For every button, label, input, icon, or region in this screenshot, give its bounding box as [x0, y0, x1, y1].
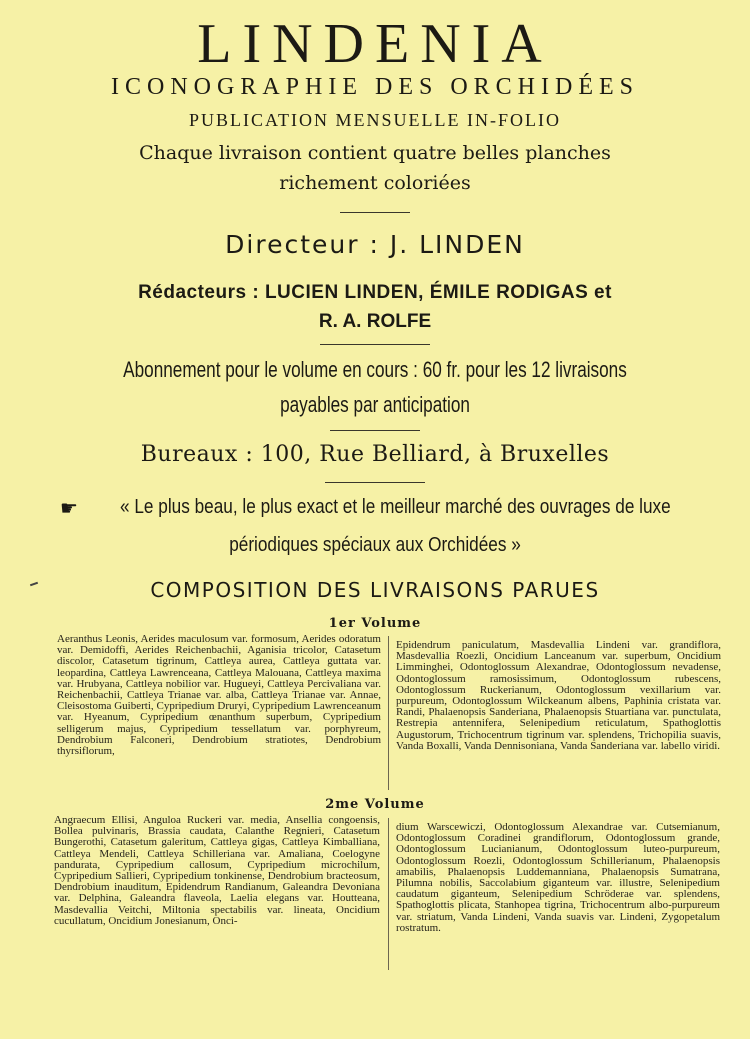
divider-1	[340, 212, 410, 213]
contents-line-1: Chaque livraison contient quatre belles planches	[139, 142, 611, 164]
divider-4	[325, 482, 425, 483]
editors-line-2: R. A. ROLFE	[318, 311, 432, 332]
volume-1-column-rule	[388, 636, 389, 790]
volume-2-heading: 2me Volume	[325, 797, 425, 812]
masthead-subtitle: ICONOGRAPHIE DES ORCHIDÉES	[110, 74, 639, 100]
contents-line-2: richement coloriées	[279, 172, 471, 194]
subscription-line-2: payables par anticipation	[280, 392, 470, 417]
slogan-line-1: « Le plus beau, le plus exact et le meilleur marché des ouvrages de luxe	[120, 496, 671, 518]
editors-line-1: Rédacteurs : LUCIEN LINDEN, ÉMILE RODIGAS et	[138, 282, 612, 303]
director-line: Directeur : J. LINDEN	[225, 230, 525, 259]
office-address: Bureaux : 100, Rue Belliard, à Bruxelles	[140, 442, 610, 467]
volume-2-column-rule	[388, 818, 389, 970]
volume-1-heading: 1er Volume	[328, 616, 422, 631]
slogan-line-2: périodiques spéciaux aux Orchidées »	[229, 534, 521, 556]
composition-heading: COMPOSITION DES LIVRAISONS PARUES	[150, 578, 600, 602]
volume-2-left-column: Angraecum Ellisi, Anguloa Ruckeri var. media, Ansellia congoensis, Bollea pulvinaris, Brassia caudata, Calanthe Regnieri, Catasetum Bungerothi, Catasetum galeritum, Cattleya gigas, Cattleya Kimballiana, Cattleya Mendeli, Cattleya Schilleriana var. Amaliana, Coelogyne pandurata, Cypripedium callosum, Cypripedium microchilum, Cypripedium Sallieri, Cypripedium tonkinense, Dendrobium bracteosum, Dendrobium inauditum, Epidendrum Randianum, Galeandra Devoniana var. Delphina, Galeandra flaveola, Laelia elegans var. Houtteana, Masdevallia Veitchi, Miltonia spectabilis var. lineata, Oncidium cucullatum, Oncidium Jonesianum, Onci-	[54, 814, 380, 927]
divider-2	[320, 344, 430, 345]
masthead-title: LINDENIA	[197, 13, 553, 75]
volume-1-right-column: Epidendrum paniculatum, Masdevallia Lindeni var. grandiflora, Masdevallia Roezli, Oncidium Lanceanum var. superbum, Oncidium Limminghei, Odontoglossum Alexandrae, Odontoglossum nevadense, Odontoglossum ramosissimum, Odontoglossum rubescens, Odontoglossum Ruckerianum, Odontoglossum vexillarium var. purpureum, Odontoglossum Wilckeanum albens, Paphinia cristata var. Randi, Phalaenopsis Sanderiana, Phalaenopsis Stuartiana var. punctulata, Restrepia antennifera, Selenipedium reticulatum, Spathoglottis Augustorum, Trichocentrum tigrinum var. splendens, Trichopilia suavis, Vanda Boxalli, Vanda Dennisoniana, Vanda Sanderiana var. labello viridi.	[396, 639, 721, 752]
divider-3	[330, 430, 420, 431]
publication-line: PUBLICATION MENSUELLE IN-FOLIO	[189, 110, 561, 130]
subscription-line-1: Abonnement pour le volume en cours : 60 fr. pour les 12 livraisons	[123, 357, 627, 382]
volume-1-left-column: Aeranthus Leonis, Aerides maculosum var. formosum, Aerides odoratum var. Demidoffi, Aerides Reichenbachii, Aganisia tricolor, Catasetum discolor, Catasetum tigrinum, Cattleya aurea, Cattleya guttata var. leopardina, Cattleya Lawrenceana, Cattleya Malouana, Cattleya maxima var. Hrubyana, Cattleya nobilior var. Hugueyi, Cattleya Percivaliana var. Reichenbachii, Cattleya Trianae var. alba, Cattleya Trianae var. Annae, Cleisostoma Guiberti, Cypripedium Druryi, Cypripedium Lawrenceanum var. Hyeanum, Cypripedium œnanthum superbum, Cypripedium selligerum majus, Cypripedium tessellatum var. porphyreum, Dendrobium Falconeri, Dendrobium stratiotes, Dendrobium thyrsiflorum,	[57, 633, 381, 758]
volume-2-right-column: dium Warscewiczi, Odontoglossum Alexandrae var. Cutsemianum, Odontoglossum Coradinei grandiflorum, Odontoglossum grande, Odontoglossum Lucianianum, Odontoglossum luteo-purpureum, Odontoglossum Roezli, Odontoglossum Schillerianum, Phalaenopsis amabilis, Phalaenopsis Luddemanniana, Phalaenopsis Sumatrana, Pilumna nobilis, Saccolabium giganteum var. illustre, Selenipedium caudatum giganteum, Selenipedium Schröderae var. splendens, Spathoglottis plicata, Stanhopea tigrina, Trichocentrum albo-purpureum var. striatum, Vanda Lindeni, Vanda suavis var. Lindeni, Zygopetalum rostratum.	[396, 821, 720, 934]
pointing-hand-icon: ☛	[60, 496, 78, 520]
